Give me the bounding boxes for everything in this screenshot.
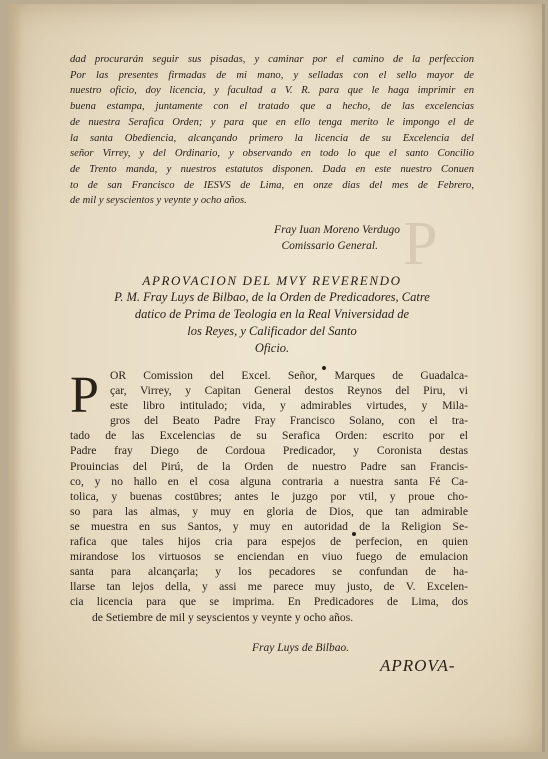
text-line: este libro intitulado; vida, y admirables virtudes, y Mila-	[110, 399, 468, 413]
signature-role: Comissario General.	[281, 240, 378, 252]
text-line: dad procurarán seguir sus pisadas, y caminar por el camino de la perfeccion	[70, 54, 474, 65]
text-line: çar, Virrey, y Capitan General destos Reynos del Piru, vi	[110, 384, 468, 398]
text-line: de mil y seyscientos y veynte y ocho años.	[70, 195, 247, 207]
text-line: nuestro oficio, doy licencia, y facultad a V. R. para que le haga imprimir en	[70, 85, 474, 97]
text-line: tolica, y buenas costūbres; antes le juzgo por vtil, y proue cho-	[70, 489, 468, 503]
text-line: Padre fray Diego de Cordoua Predicador, y Coronista destas	[70, 444, 468, 458]
text-line: de Setiembre de mil y seyscientos y veynte y ocho años.	[92, 610, 354, 624]
text-line: rafica que tales hijos cria para espejos de perfecion, en quien	[70, 535, 468, 549]
page-gutter	[8, 4, 22, 752]
text-line: señor Virrey, y del Ordinario, y observando en todo lo que el santo Concilio	[70, 148, 474, 160]
drop-cap: P	[70, 367, 99, 424]
text-line: santa para alcançarla; y los pecadores se confundan de ha-	[70, 565, 468, 579]
text-line: co, y no hallo en el cosa alguna contraria a nuestra santa Fé Ca-	[70, 474, 468, 488]
text-line: de Trento manda, y nuestros estatutos disponen. Dada en este nuestro Conuen	[70, 163, 474, 175]
text-line: Prouincias del Pirú, de la Orden de nuestro Padre san Francis-	[70, 459, 468, 473]
text-line: llarse tan lejos della, y assi me parece muy justo, de V. Excelen-	[70, 580, 468, 594]
text-line: buena estampa, juntamente con el tratado que a hecho, de las excelencias	[70, 101, 474, 113]
text-line: so para las almas, y muy en gloria de Dios, que tan admirable	[70, 504, 468, 518]
catchword: APROVA-	[380, 656, 456, 675]
bleed-through-letter: P	[403, 210, 438, 278]
approval-heading	[70, 272, 474, 357]
text-line: de nuestra Serafica Orden; y para que en ello tenga merito le impongo el de	[70, 116, 474, 128]
text-line: mirandose los virtuosos se enciendan en viuo fuego de emulacion	[70, 550, 468, 564]
heading-line: los Reyes, y Calificador del Santo	[187, 324, 357, 338]
heading-line: Oficio.	[254, 341, 290, 355]
text-line: to de san Francisco de IESVS de Lima, en onze dias del mes de Febrero,	[70, 179, 474, 191]
heading-line: datico de Prima de Teologia en la Real Vniversidad de	[134, 307, 410, 321]
signature-commissary	[230, 222, 400, 254]
signature-bilbao: Fray Luys de Bilbao.	[252, 642, 350, 654]
approval-body	[70, 368, 468, 625]
text-line: cia licencia para que se imprima. En Predicadores de Lima, dos	[70, 595, 468, 609]
text-line: Por las presentes firmadas de mi mano, y selladas con el sello mayor de	[70, 69, 474, 81]
text-line: la santa Obediencia, alcançando primero la licencia de su Excelencia del	[70, 132, 474, 144]
text-line: tado de las Excelencias de su Serafica Orden: escrito por el	[70, 429, 468, 443]
license-text	[70, 52, 474, 209]
text-line: OR Comission del Excel. Señor, Marques de Guadalca-	[110, 369, 468, 382]
text-line: gros del Beato Padre Fray Francisco Solano, con el tra-	[110, 414, 468, 428]
signature-name: Fray Iuan Moreno Verdugo	[274, 224, 400, 236]
heading-line: P. M. Fray Luys de Bilbao, de la Orden de Predicadores, Catre	[114, 290, 430, 304]
heading-line: APROVACION DEL MVY REVERENDO	[142, 273, 402, 288]
book-page	[8, 4, 545, 752]
text-line: se muestra en sus Santos, y muy en autoridad de la Religion Se-	[70, 519, 468, 533]
